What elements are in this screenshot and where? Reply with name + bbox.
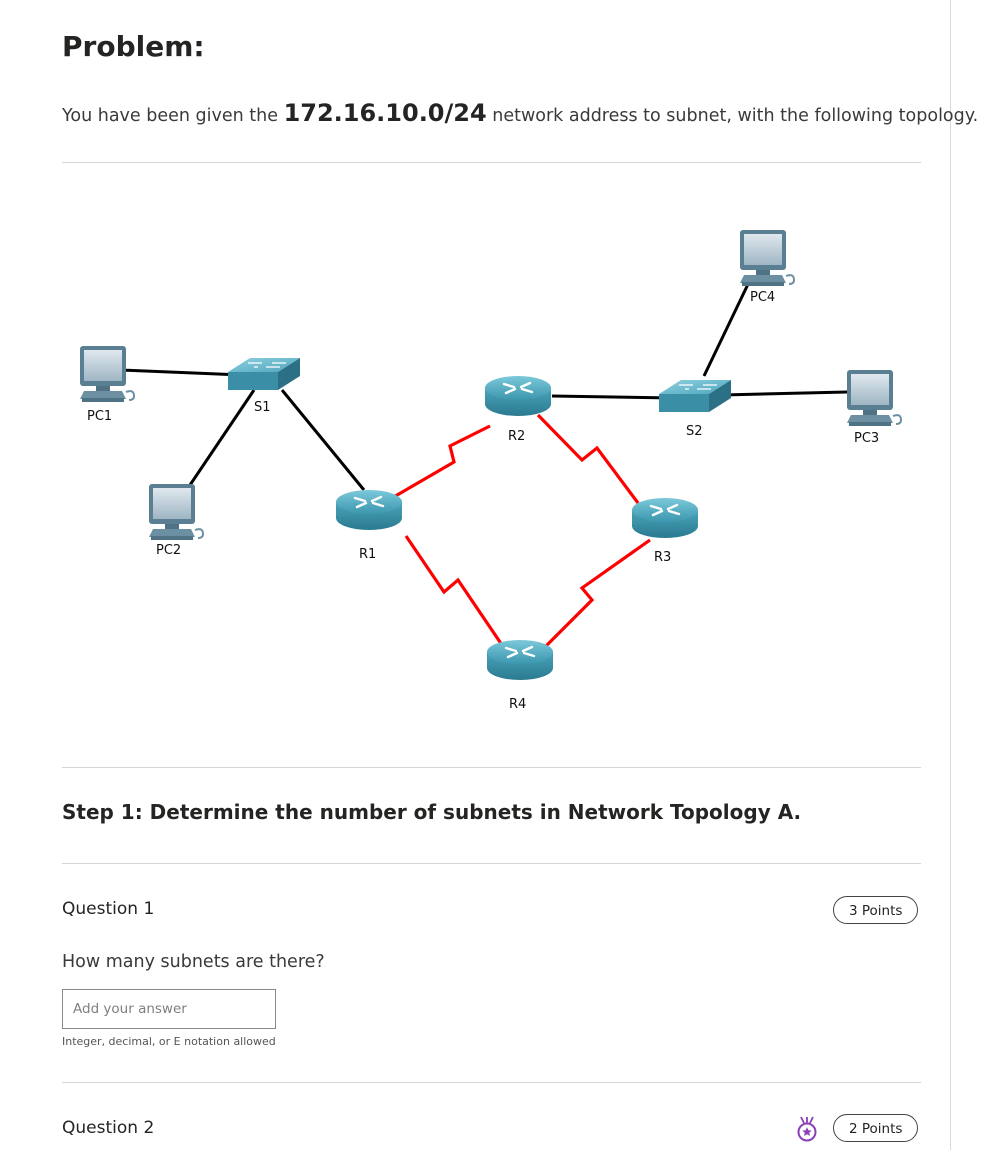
divider (62, 1082, 921, 1083)
question-1-answer-input[interactable] (62, 989, 276, 1029)
divider (62, 863, 921, 864)
question-2-label: Question 2 (62, 1118, 155, 1138)
step1-heading: Step 1: Determine the number of subnets in Network Topology A. (62, 800, 802, 824)
s2-label: S2 (686, 424, 703, 439)
link-r2-s2 (552, 396, 674, 398)
question-1-text: How many subnets are there? (62, 952, 325, 972)
router-r2-icon[interactable] (485, 376, 551, 416)
link-pc1-s1 (120, 370, 242, 375)
r1-label: R1 (359, 547, 377, 562)
pc2-label: PC2 (156, 543, 182, 558)
router-r3-icon[interactable] (632, 498, 698, 538)
router-r4-icon[interactable] (487, 640, 553, 680)
r2-label: R2 (508, 429, 526, 444)
serial-link-r4-r3 (542, 540, 650, 650)
intro-text-after: network address to subnet, with the following topology. (486, 106, 979, 126)
r3-label: R3 (654, 550, 672, 565)
question-1-points-badge: 3 Points (833, 896, 918, 924)
router-r1-icon[interactable] (336, 490, 402, 530)
pc4-label: PC4 (750, 290, 776, 305)
serial-link-r1-r4 (406, 536, 502, 645)
link-s2-pc4 (704, 280, 750, 376)
network-address: 172.16.10.0/24 (283, 99, 487, 127)
question-1-label: Question 1 (62, 899, 155, 919)
s1-label: S1 (254, 400, 271, 415)
serial-link-r2-r3 (538, 415, 638, 503)
question-2-points-badge: 2 Points (833, 1114, 918, 1142)
pc3-label: PC3 (854, 431, 880, 446)
pc3-icon[interactable] (847, 370, 901, 426)
switch-s1-icon[interactable] (228, 358, 300, 390)
serial-links (392, 415, 650, 650)
divider (62, 767, 921, 768)
serial-link-r1-r2 (392, 426, 490, 498)
pc4-icon[interactable] (740, 230, 794, 286)
problem-title: Problem: (62, 30, 205, 63)
link-s2-pc3 (722, 392, 847, 395)
network-topology-diagram (62, 190, 921, 750)
link-s1-pc2 (190, 390, 254, 485)
intro-text-before: You have been given the (62, 106, 284, 126)
pc1-label: PC1 (87, 409, 113, 424)
link-s1-r1 (282, 390, 364, 490)
pc1-icon[interactable] (80, 346, 134, 402)
problem-intro (62, 99, 978, 127)
question-1-hint: Integer, decimal, or E notation allowed (62, 1035, 276, 1048)
award-ribbon-icon (795, 1116, 819, 1142)
pc2-icon[interactable] (149, 484, 203, 540)
switch-s2-icon[interactable] (659, 380, 731, 412)
divider (62, 162, 921, 163)
r4-label: R4 (509, 697, 527, 712)
